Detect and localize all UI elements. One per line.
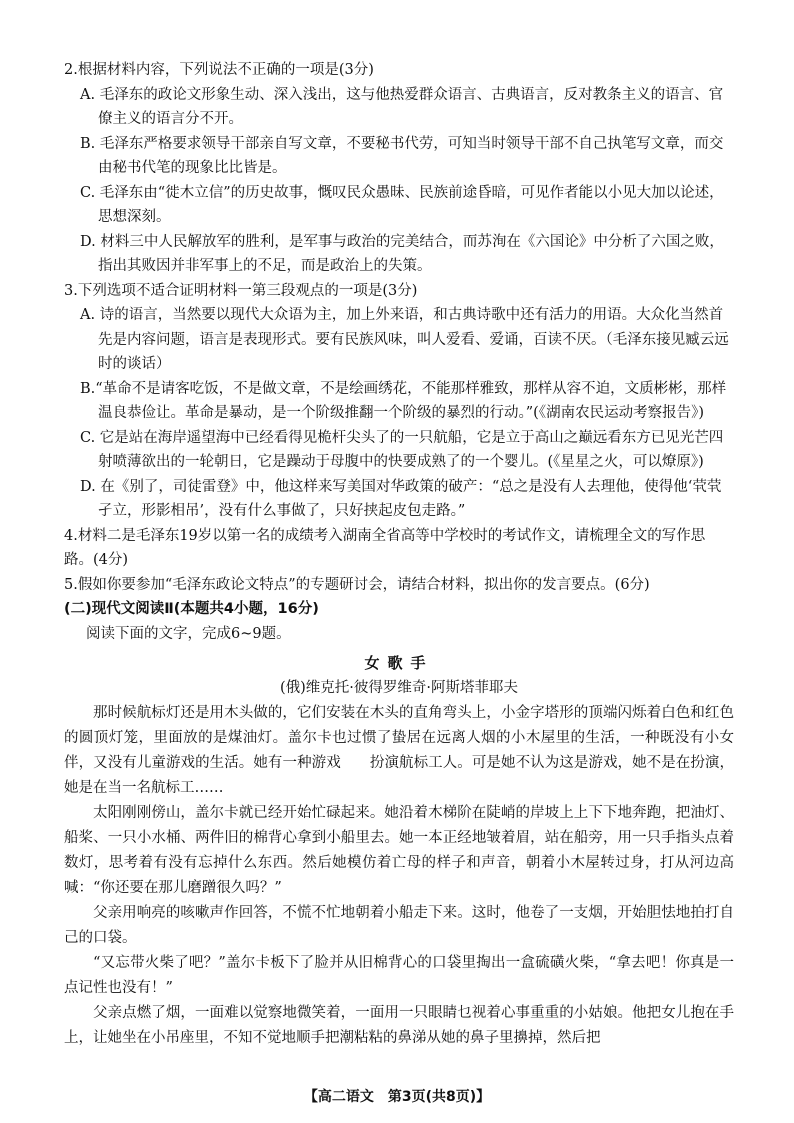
question-3-option-d: D. 在《别了，司徒雷登》中，他这样来写美国对华政策的破产：“总之是没有人去理他，使得他‘茕茕孑立，形影相吊’，没有什么事做了，只好挟起皮包走路。” (80, 478, 722, 519)
page-footer: 【高二语文 第3页(共8页)】 (303, 1089, 491, 1105)
question-3-option-a: A. 诗的语言，当然要以现代大众语为主，加上外来语，和古典诗歌中还有活力的用语。大众化当然首先是内容问题，语言是表现形式。要有民族风味，叫人爱看、爱诵，百读不厌。（毛泽东接见臧云远时的谈话） (80, 307, 729, 372)
story-paragraph: 父亲用响亮的咳嗽声作回答，不慌不忙地朝着小船走下来。这时，他卷了一支烟，开始胆怯地拍打自己的口袋。 (64, 904, 734, 946)
question-2-option-d: D. 材料三中人民解放军的胜利，是军事与政治的完美结合，而苏洵在《六国论》中分析了六国之败，指出其败因并非军事上的不足，而是政治上的失策。 (80, 233, 724, 274)
question-3-option-b: B.“革命不是请客吃饭，不是做文章，不是绘画绣花，不能那样雅致，那样从容不迫，文质彬彬，那样温良恭俭让。革命是暴动，是一个阶级推翻一个阶级的暴烈的行动。”(《湖南农民运动考察报告》) (80, 380, 727, 421)
story-title: 女歌手 (364, 654, 434, 672)
story-paragraph: 父亲点燃了烟，一面难以觉察地微笑着，一面用一只眼睛乜视着心事重重的小姑娘。他把女儿抱在手上，让她坐在小吊座里，不知不觉地顺手把潮粘粘的鼻涕从她的鼻子里擤掉，然后把 (64, 1004, 734, 1046)
question-4: 4.材料二是毛泽东19岁以第一名的成绩考入湖南全省高等中学校时的考试作文，请梳理全文的写作思路。(4分) (64, 527, 706, 568)
question-3-stem: 3.下列选项不适合证明材料一第三段观点的一项是(3分) (64, 282, 418, 299)
story-paragraph: 那时候航标灯还是用木头做的，它们安装在木头的直角弯头上，小金字塔形的顶端闪烁着白色和红色的圆顶灯笼，里面放的是煤油灯。盖尔卡也过惯了蛰居在远离人烟的小木屋里的生活，一种既没有小女伴，又没有儿童游戏的生活。她有一种游戏 扮演航标工人。可是她不认为这是游戏，她不是在扮演，她是在当一名航标工…… (64, 704, 734, 796)
section-heading: (二)现代文阅读Ⅱ(本题共4小题，16分) (64, 601, 319, 617)
question-2-option-a: A. 毛泽东的政论文形象生动、深入浅出，这与他热爱群众语言、古典语言，反对教条主义的语言、官僚主义的语言分不开。 (80, 86, 724, 127)
question-5: 5.假如你要参加“毛泽东政论文特点”的专题研讨会，请结合材料，拟出你的发言要点。(6分) (64, 576, 650, 593)
story-paragraph: “又忘带火柴了吧？”盖尔卡板下了脸并从旧棉背心的口袋里掏出一盒硫磺火柴，“拿去吧！你真是一点记性也没有！” (64, 954, 734, 996)
story-author: (俄)维克托·彼得罗维奇·阿斯塔菲耶夫 (279, 680, 519, 696)
story-paragraph: 太阳刚刚傍山，盖尔卡就已经开始忙碌起来。她沿着木梯阶在陡峭的岸坡上上下下地奔跑，把油灯、船桨、一只小水桶、两件旧的棉背心拿到小船里去。她一本正经地皱着眉，站在船旁，用一只手指头点着数灯，思考着有没有忘掉什么东西。然后她模仿着亡母的样子和声音，朝着小木屋转过身，打从河边高喊：“你还要在那儿磨蹭很久吗？” (64, 804, 734, 896)
question-2-option-b: B. 毛泽东严格要求领导干部亲自写文章，不要秘书代劳，可知当时领导干部不自己执笔写文章，而交由秘书代笔的现象比比皆是。 (80, 135, 724, 176)
question-2-option-c: C. 毛泽东由“徙木立信”的历史故事，慨叹民众愚昧、民族前途昏暗，可见作者能以小见大加以论述，思想深刻。 (80, 184, 724, 225)
reading-instruction: 阅读下面的文字，完成6~9题。 (86, 625, 291, 642)
question-3-option-c: C. 它是站在海岸遥望海中已经看得见桅杆尖头了的一只航船，它是立于高山之巅远看东方已见光芒四射喷薄欲出的一轮朝日，它是躁动于母腹中的快要成熟了的一个婴儿。(《星星之火，可以燎原》) (80, 429, 724, 470)
question-2-stem: 2.根据材料内容，下列说法不正确的一项是(3分) (64, 62, 374, 78)
